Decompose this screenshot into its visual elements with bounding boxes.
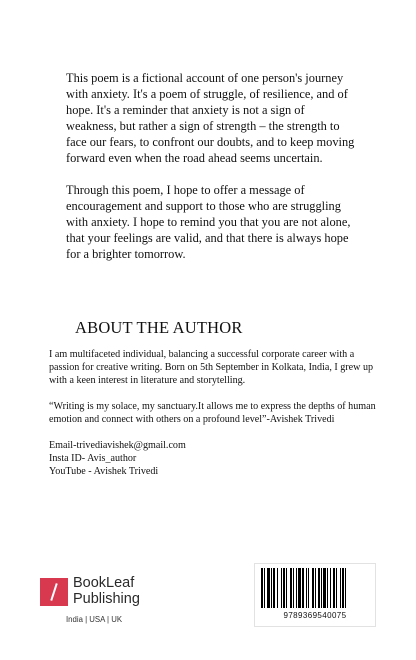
barcode-bar xyxy=(296,568,297,608)
barcode-bar xyxy=(308,568,309,608)
barcode-bar xyxy=(273,568,275,608)
barcode-bar xyxy=(264,568,265,608)
barcode-bar xyxy=(267,568,270,608)
barcode-bar xyxy=(327,568,328,608)
author-bio: I am multifaceted individual, balancing a successful corporate career with a passion for creative writing. Born on 5th September in Kolkata, India, I grew up with a keen interest in literature and storytelling. xyxy=(49,349,374,386)
barcode-bar xyxy=(340,568,341,608)
barcode-bar xyxy=(277,568,278,608)
author-email: Email-trivediavishek@gmail.com xyxy=(49,440,186,451)
barcode-bar xyxy=(271,568,272,608)
barcode-bar xyxy=(293,568,294,608)
publisher-regions: India | USA | UK xyxy=(66,615,123,624)
barcode-bar xyxy=(306,568,307,608)
barcode-bar xyxy=(281,568,282,608)
publisher-name-line2: Publishing xyxy=(73,590,140,607)
barcode-bar xyxy=(302,568,304,608)
barcode-bar xyxy=(342,568,344,608)
barcode-bar xyxy=(323,568,326,608)
barcode-bar xyxy=(290,568,292,608)
barcode-bar xyxy=(315,568,316,608)
barcode-bar xyxy=(312,568,314,608)
isbn-number: 9789369540075 xyxy=(283,611,347,620)
barcode-bar xyxy=(333,568,335,608)
back-cover-blurb xyxy=(66,70,356,278)
blurb-paragraph-2: Through this poem, I hope to offer a message of encouragement and support to those who are struggling with anxiety. I hope to remind you that you are not alone, that your feelings are valid, and that there is always hope for a brighter tomorrow. xyxy=(66,183,351,261)
slash-logo-icon xyxy=(40,578,68,606)
barcode-bar xyxy=(298,568,301,608)
publisher-logo xyxy=(40,575,170,633)
author-quote: “Writing is my solace, my sanctuary.It allows me to express the depths of human emotion and connect with others on a profound level”-Avishek Trivedi xyxy=(49,401,376,425)
publisher-name-line1: BookLeaf xyxy=(73,575,135,591)
barcode-bar xyxy=(336,568,337,608)
barcode-bar xyxy=(261,568,263,608)
about-author-heading: ABOUT THE AUTHOR xyxy=(75,318,243,337)
barcode-bar xyxy=(286,568,287,608)
barcode-bar xyxy=(330,568,331,608)
barcode-bar xyxy=(321,568,322,608)
barcode-bar xyxy=(318,568,320,608)
publisher-name xyxy=(73,576,140,607)
barcode-bar xyxy=(345,568,346,608)
barcode-bar xyxy=(283,568,285,608)
author-youtube: YouTube - Avishek Trivedi xyxy=(49,466,159,477)
author-section xyxy=(49,348,379,478)
author-insta: Insta ID- Avis_author xyxy=(49,453,137,464)
barcode-bars xyxy=(259,568,371,608)
isbn-barcode xyxy=(254,563,376,627)
blurb-paragraph-1: This poem is a fictional account of one person's journey with anxiety. It's a poem of struggle, of resilience, and of hope. It's a reminder that anxiety is not a sign of weakness, but rather a sign of strength – the strength to face our fears, to confront our doubts, and to keep moving forward even when the road ahead seems uncertain. xyxy=(66,71,355,165)
